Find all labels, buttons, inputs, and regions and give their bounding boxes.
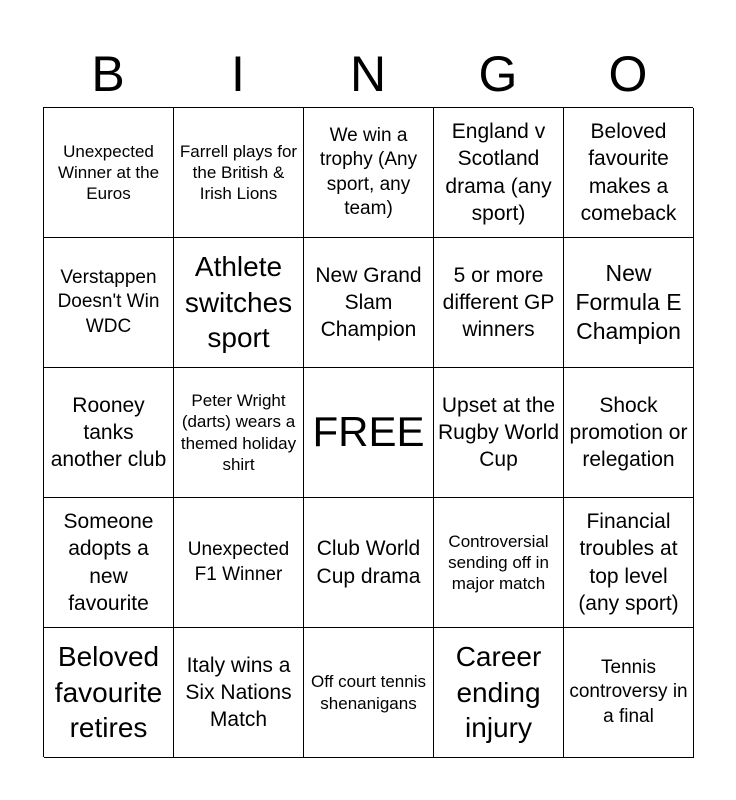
bingo-cell-5-3[interactable]	[304, 628, 434, 758]
bingo-cell-label: New Grand Slam Champion	[315, 263, 422, 342]
bingo-cell-label: England v Scotland drama (any sport)	[445, 119, 552, 225]
bingo-cell-label: Athlete switches sport	[184, 250, 293, 354]
bingo-cell-label: Italy wins a Six Nations Match	[185, 653, 292, 732]
header-letter-o: O	[608, 46, 648, 102]
bingo-cell-5-1[interactable]	[44, 628, 174, 758]
bingo-cell-4-3[interactable]	[304, 498, 434, 628]
bingo-cell-label: Off court tennis shenanigans	[311, 672, 426, 713]
bingo-cell-2-4[interactable]	[434, 238, 564, 368]
bingo-header	[43, 40, 693, 108]
bingo-cell-label: Someone adopts a new favourite	[63, 509, 154, 615]
bingo-cell-4-1[interactable]	[44, 498, 174, 628]
bingo-cell-label: Rooney tanks another club	[50, 393, 167, 472]
bingo-cell-label: Upset at the Rugby World Cup	[438, 393, 559, 472]
bingo-cell-1-4[interactable]	[434, 108, 564, 238]
bingo-cell-label: New Formula E Champion	[575, 260, 682, 344]
free-space-label: FREE	[312, 408, 425, 456]
header-letter-n: N	[349, 46, 387, 102]
bingo-cell-2-5[interactable]	[564, 238, 694, 368]
bingo-cell-label: Beloved favourite retires	[54, 640, 163, 744]
bingo-cell-1-2[interactable]	[174, 108, 304, 238]
bingo-cell-4-4[interactable]	[434, 498, 564, 628]
bingo-cell-3-1[interactable]	[44, 368, 174, 498]
bingo-cell-label: Financial troubles at top level (any sport)	[578, 509, 679, 615]
bingo-cell-1-1[interactable]	[44, 108, 174, 238]
bingo-cell-label: Peter Wright (darts) wears a themed holiday shirt	[180, 391, 297, 474]
bingo-cell-label: Farrell plays for the British & Irish Lions	[179, 141, 298, 204]
bingo-cell-label: Club World Cup drama	[316, 537, 421, 588]
bingo-cell-3-4[interactable]	[434, 368, 564, 498]
header-letter-b: B	[91, 46, 125, 102]
bingo-cell-4-2[interactable]	[174, 498, 304, 628]
bingo-cell-label: Controversial sending off in major match	[448, 531, 549, 594]
bingo-cell-label: Unexpected F1 Winner	[187, 539, 290, 585]
bingo-cell-free[interactable]	[304, 368, 434, 498]
bingo-cell-4-5[interactable]	[564, 498, 694, 628]
bingo-cell-3-5[interactable]	[564, 368, 694, 498]
bingo-cell-label: We win a trophy (Any sport, any team)	[319, 125, 418, 219]
bingo-grid	[43, 107, 693, 757]
bingo-cell-label: Unexpected Winner at the Euros	[57, 141, 160, 204]
bingo-cell-5-4[interactable]	[434, 628, 564, 758]
header-letter-i: I	[231, 46, 245, 102]
bingo-cell-5-2[interactable]	[174, 628, 304, 758]
bingo-cell-2-2[interactable]	[174, 238, 304, 368]
bingo-cell-1-5[interactable]	[564, 108, 694, 238]
bingo-cell-label: Tennis controversy in a final	[569, 657, 688, 727]
bingo-cell-1-3[interactable]	[304, 108, 434, 238]
bingo-cell-5-5[interactable]	[564, 628, 694, 758]
bingo-cell-label: 5 or more different GP winners	[442, 263, 555, 342]
bingo-cell-label: Verstappen Doesn't Win WDC	[57, 267, 160, 337]
bingo-cell-3-2[interactable]	[174, 368, 304, 498]
bingo-cell-label: Beloved favourite makes a comeback	[580, 119, 677, 225]
bingo-cell-2-3[interactable]	[304, 238, 434, 368]
bingo-cell-label: Career ending injury	[455, 640, 542, 744]
header-letter-g: G	[478, 46, 518, 102]
bingo-cell-label: Shock promotion or relegation	[569, 393, 688, 472]
bingo-cell-2-1[interactable]	[44, 238, 174, 368]
